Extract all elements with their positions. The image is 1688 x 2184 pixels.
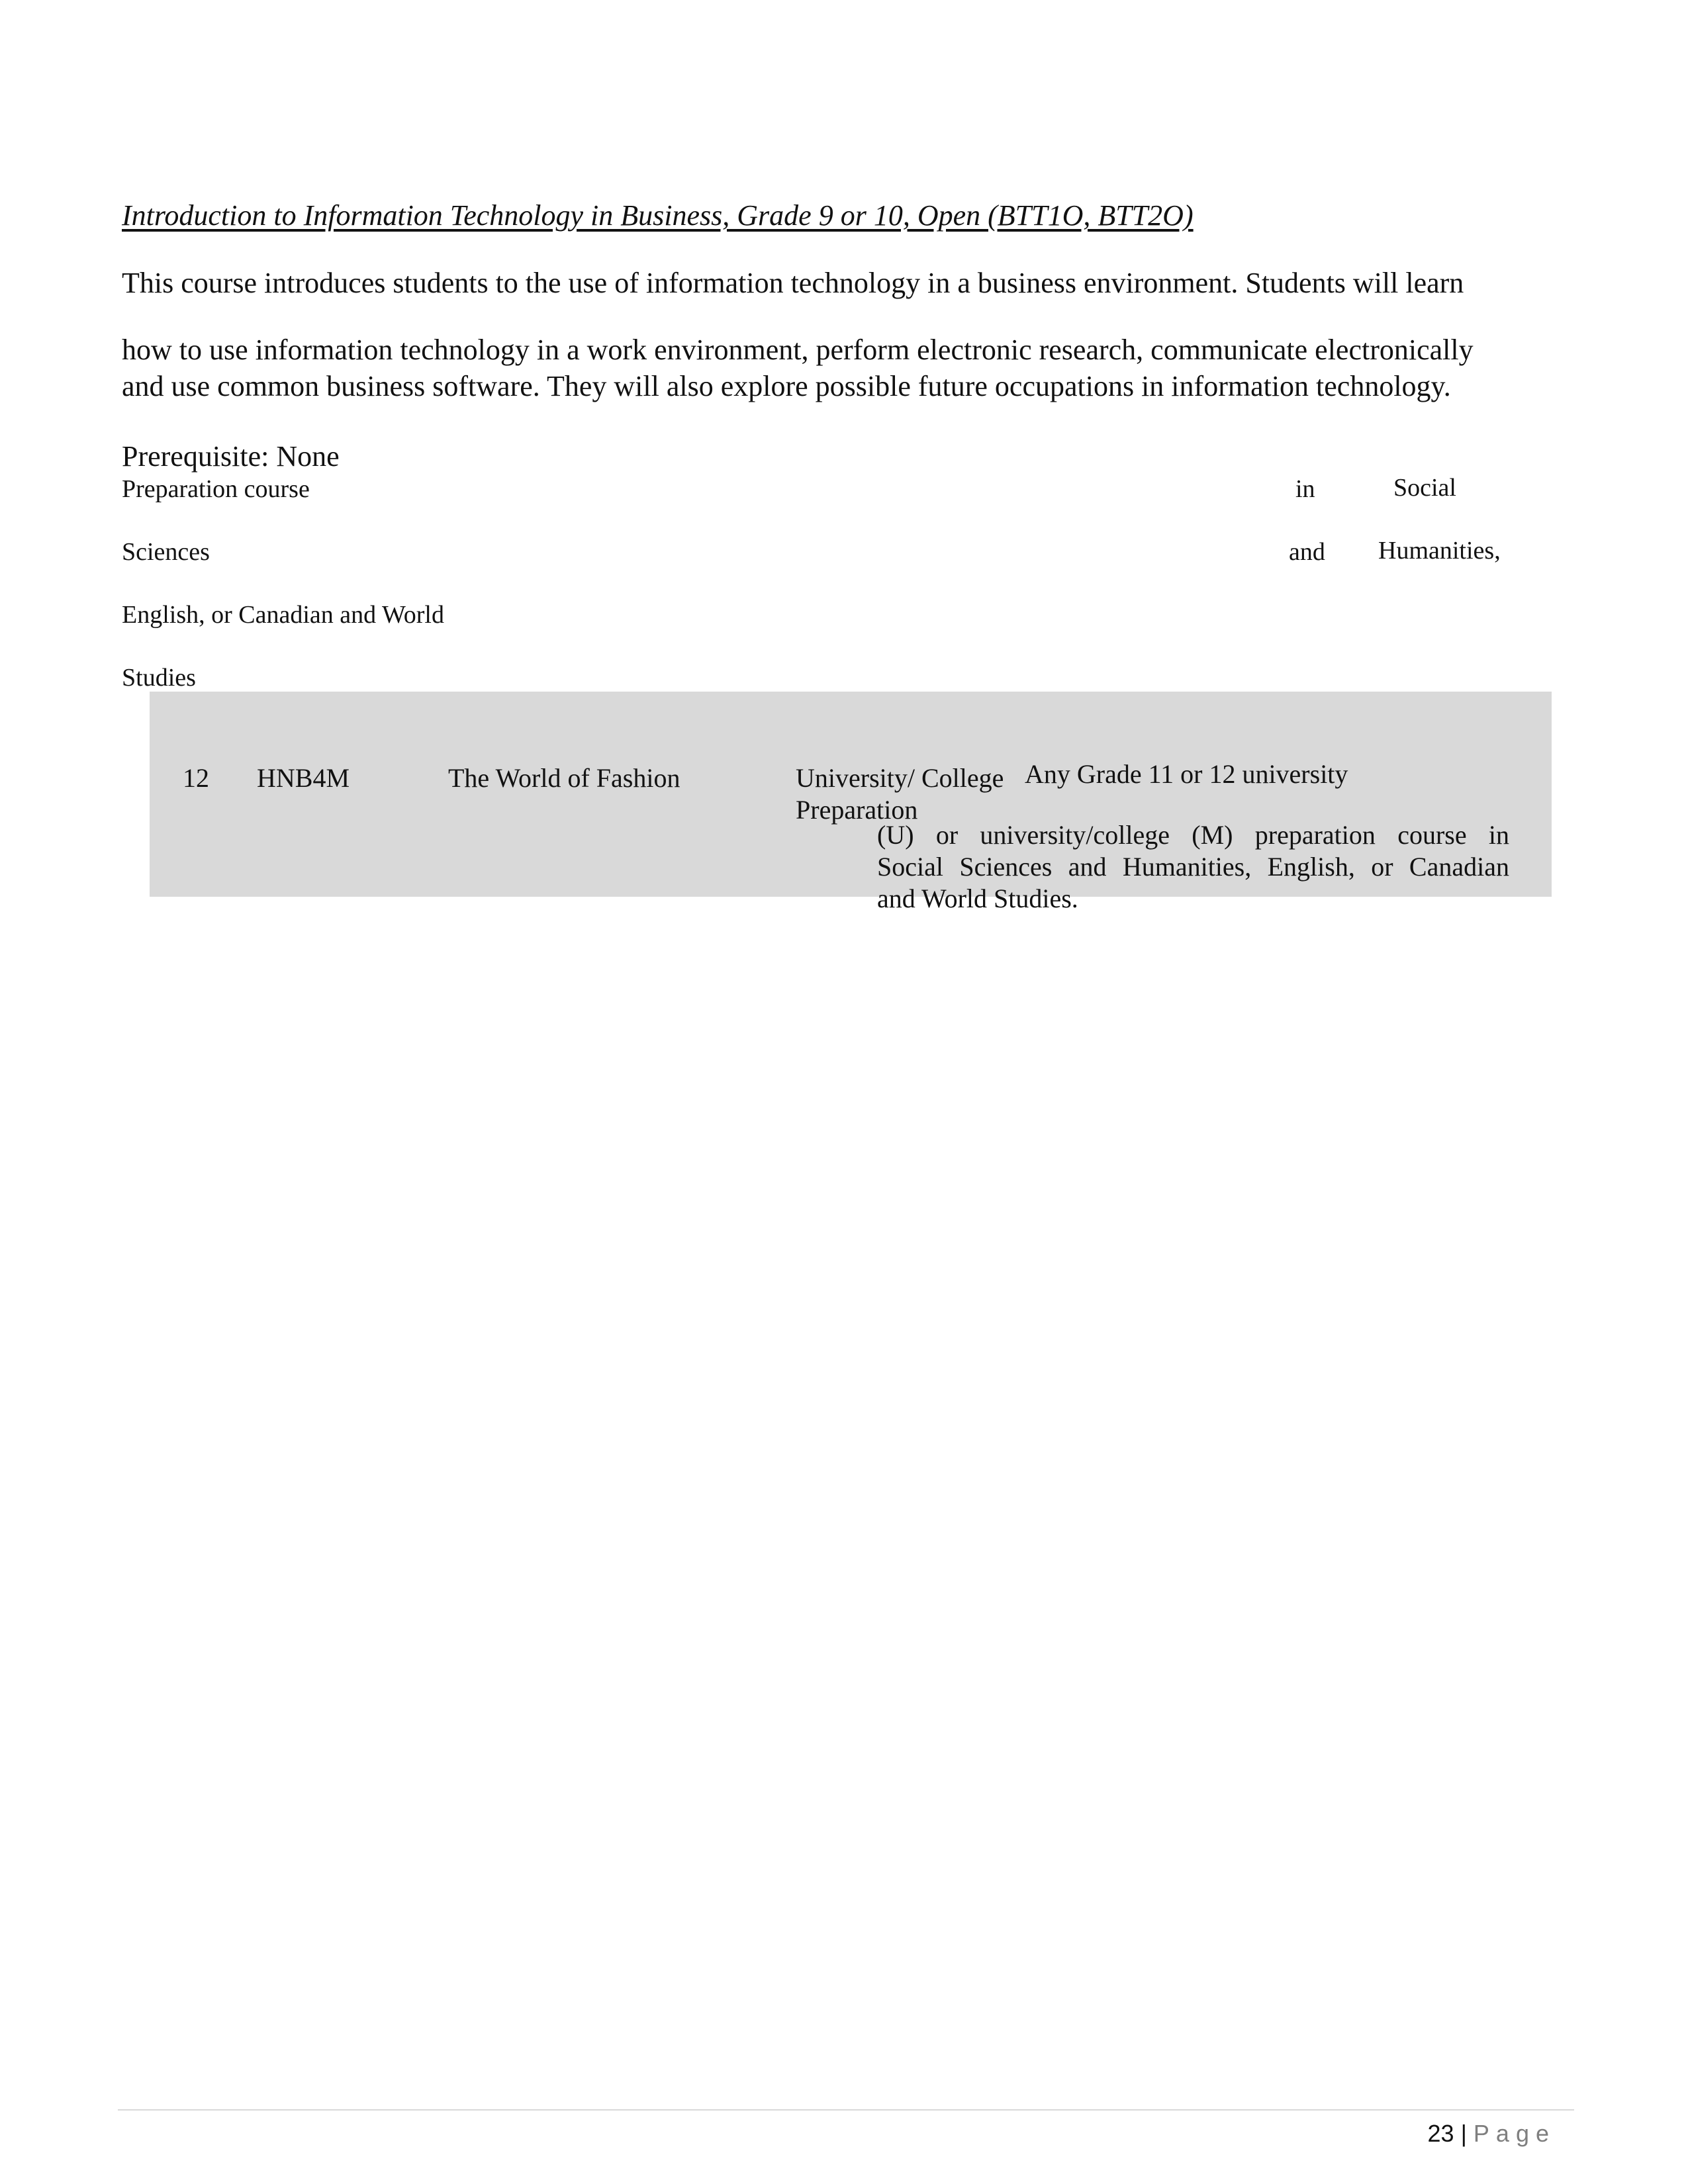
overflow-text-row3-left: English, or Canadian and World [122, 601, 444, 629]
table-cell-prerequisite-line3: Social Sciences and Humanities, English, or Canadian [877, 852, 1509, 882]
description-line-3: and use common business software. They will also explore possible future occupations in information technology. [122, 370, 1451, 402]
overflow-text-row2-mid: and [1289, 538, 1325, 566]
footer-separator: | [1460, 2120, 1467, 2147]
page-number: 23 [1427, 2120, 1454, 2147]
overflow-text-row2-right: Humanities, [1378, 537, 1501, 565]
overflow-text-row1-mid: in [1295, 475, 1315, 503]
table-cell-prerequisite-line4: and World Studies. [877, 884, 1078, 913]
table-cell-code: HNB4M [257, 763, 350, 793]
table-cell-prerequisite-line2: (U) or university/college (M) preparation course in [877, 820, 1509, 850]
overflow-text-row2-left: Sciences [122, 538, 210, 566]
table-cell-prerequisite-wrapped [877, 819, 1509, 915]
page-label: Page [1473, 2120, 1556, 2147]
overflow-text-row1-right: Social [1393, 474, 1456, 502]
table-cell-course-type-line2: Preparation [796, 795, 918, 825]
table-cell-course-name: The World of Fashion [448, 763, 680, 793]
overflow-text-row4-left: Studies [122, 664, 196, 692]
page-footer [1428, 2120, 1556, 2148]
footer-divider [118, 2109, 1574, 2111]
description-line-2: how to use information technology in a work environment, perform electronic research, communicate electronically [122, 334, 1474, 366]
description-line-1: This course introduces students to the use of information technology in a business environment. Students will learn [122, 267, 1464, 299]
prerequisite-label: Prerequisite: None [122, 440, 340, 473]
table-cell-course-type-line1: University/ College [796, 763, 1004, 793]
course-title: Introduction to Information Technology in Business, Grade 9 or 10, Open (BTT1O, BTT2O) [122, 199, 1194, 232]
table-cell-prerequisite-line1: Any Grade 11 or 12 university [1025, 759, 1348, 789]
table-cell-grade: 12 [183, 763, 209, 793]
overflow-text-row1-left: Preparation course [122, 475, 310, 503]
